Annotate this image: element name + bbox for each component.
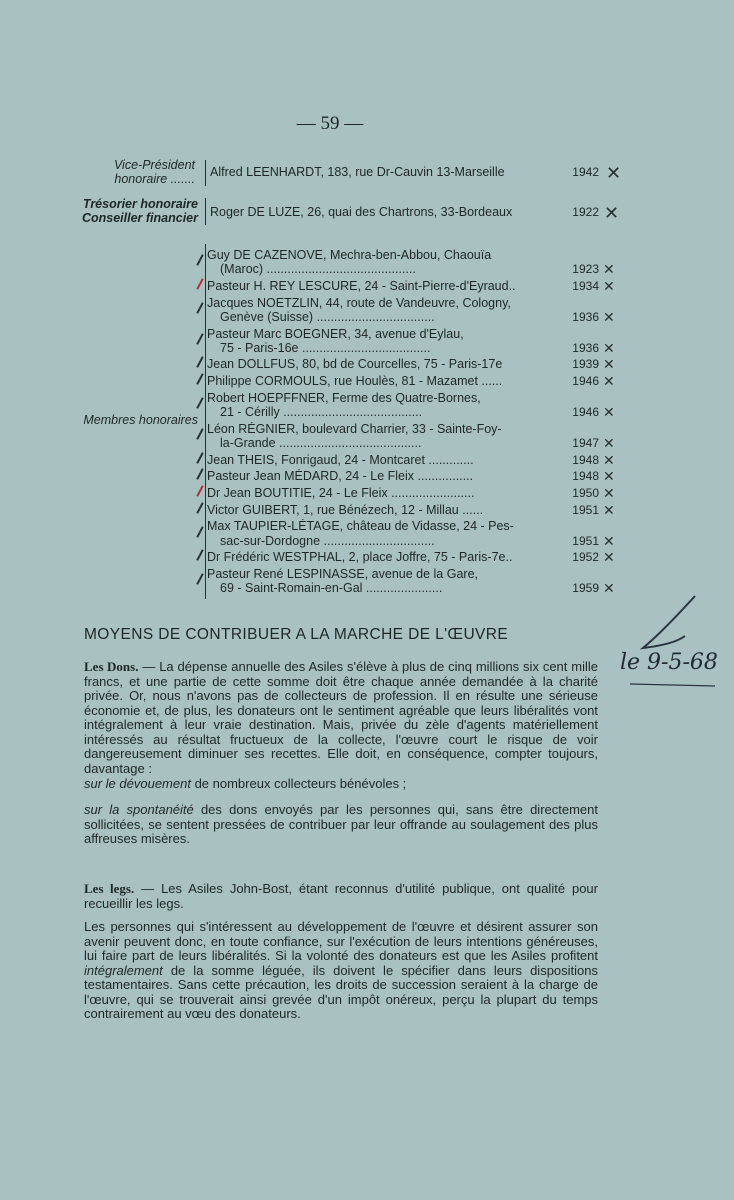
- handwritten-x-mark: ✕: [603, 374, 615, 391]
- handwritten-x-mark: ✕: [603, 452, 615, 469]
- member-entry-line: 69 - Saint-Romain-en-Gal ......................: [220, 581, 443, 596]
- handwritten-x-mark: ✕: [603, 357, 615, 374]
- check-tick-mark: [196, 357, 203, 369]
- member-entry-line: (Maroc) ...........................................: [220, 262, 416, 277]
- member-entry-line: Philippe CORMOULS, rue Houlès, 81 - Mazamet ......: [207, 374, 503, 389]
- check-tick-mark: [196, 526, 203, 538]
- member-entry-line: Pasteur Jean MÉDARD, 24 - Le Fleix ................: [207, 469, 474, 484]
- member-year: 1936: [572, 309, 599, 324]
- legs-lead: Les legs.: [84, 881, 135, 896]
- bracket-line: [205, 198, 206, 225]
- dons-paragraph: Les Dons. — La dépense annuelle des Asiles s'élève à plus de cinq millions six cent mille francs, et une partie de cette somme doit être chaque année demandée à la charité privée. Or, nous n'avons pas de collecteurs de profession. Il en résulte une sérieuse économie et, de plus, les donateurs ont le sentiment agréable que leurs libéralités vont intégralement à leur vraie destination. Mais, privée du zèle d'agents matériellement intéressés au résultat fructueux de la collecte, l'œuvre court le risque de voir dangereusement diminuer ses recettes. Elle doit, en conséquence, compter toujours, davantage :: [84, 659, 598, 776]
- member-entry-line: Jean DOLLFUS, 80, bd de Courcelles, 75 - Paris-17e: [207, 357, 503, 372]
- handwritten-x-mark: ✕: [603, 469, 615, 486]
- check-tick-mark: [196, 573, 203, 585]
- member-year: 1923: [572, 262, 599, 277]
- check-tick-mark: [196, 333, 203, 345]
- member-year: 1947: [572, 435, 599, 450]
- members-bracket: [205, 244, 206, 599]
- member-entry-line: Max TAUPIER-LÉTAGE, château de Vidasse, 24 - Pes-: [207, 519, 514, 534]
- check-tick-mark: [196, 302, 203, 314]
- member-year: 1934: [572, 278, 599, 293]
- member-entry-line: Dr Frédéric WESTPHAL, 2, place Joffre, 75 - Paris-7e..: [207, 550, 513, 565]
- member-entry-line: 75 - Paris-16e .....................................: [220, 340, 431, 355]
- member-year: 1952: [572, 550, 599, 565]
- check-tick-mark: [196, 469, 203, 481]
- handwritten-x-mark: ✕: [604, 203, 620, 224]
- member-entry-line: 21 - Cérilly ........................................: [220, 405, 423, 419]
- member-entry-line: sac-sur-Dordogne ................................: [220, 533, 435, 548]
- members-label: Membres honoraires: [83, 413, 198, 427]
- check-tick-mark: [196, 278, 203, 290]
- member-entry-line: la-Grande .........................................: [220, 435, 422, 450]
- treasurer-entry: Roger DE LUZE, 26, quai des Chartrons, 33-Bordeaux: [210, 205, 513, 219]
- handwritten-x-mark: ✕: [603, 405, 615, 421]
- check-tick-mark: [196, 550, 203, 562]
- member-year: 1948: [572, 469, 599, 484]
- member-entry-line: Pasteur Marc BOEGNER, 34, avenue d'Eylau,: [207, 326, 464, 341]
- handwritten-x-mark: ✕: [603, 533, 615, 550]
- member-entry-line: Genève (Suisse) ..................................: [220, 309, 435, 324]
- member-year: 1948: [572, 452, 599, 467]
- member-year: 1946: [572, 374, 599, 389]
- year: 1942: [572, 165, 599, 179]
- member-year: 1939: [572, 357, 599, 372]
- handwritten-date: le 9-5-68: [620, 650, 718, 675]
- handwritten-x-mark: ✕: [603, 278, 615, 295]
- year: 1922: [572, 205, 599, 219]
- check-tick-mark: [196, 428, 203, 440]
- member-entry-line: Jacques NOETZLIN, 44, route de Vandeuvre, Cologny,: [207, 295, 511, 310]
- handwritten-x-mark: ✕: [603, 502, 615, 519]
- vice-president-label: Vice-Président honoraire .......: [113, 158, 195, 186]
- member-year: 1936: [572, 340, 599, 355]
- check-tick-mark: [196, 254, 203, 266]
- handwritten-x-mark: ✕: [603, 262, 615, 279]
- section-title: MOYENS DE CONTRIBUER A LA MARCHE DE L'ŒUVRE: [84, 626, 509, 643]
- check-tick-mark: [196, 485, 203, 497]
- member-year: 1951: [572, 502, 599, 517]
- member-year: 1951: [572, 533, 599, 548]
- page-number: — 59 —: [296, 113, 364, 134]
- handwritten-x-mark: ✕: [603, 309, 615, 326]
- member-entry-line: Victor GUIBERT, 1, rue Bénézech, 12 - Millau ......: [207, 502, 484, 517]
- member-entry-line: Guy DE CAZENOVE, Mechra-ben-Abbou, Chaouïa: [207, 248, 492, 262]
- handwritten-x-mark: ✕: [603, 550, 615, 567]
- check-tick-mark: [196, 502, 203, 514]
- handwritten-x-mark: ✕: [603, 340, 615, 357]
- member-entry-line: Pasteur H. REY LESCURE, 24 - Saint-Pierre-d'Eyraud..: [207, 278, 516, 293]
- member-entry-line: Léon RÉGNIER, boulevard Charrier, 33 - Sainte-Foy-: [207, 421, 502, 436]
- handwritten-x-mark: ✕: [603, 435, 615, 452]
- member-entry-line: Pasteur René LESPINASSE, avenue de la Gare,: [207, 567, 478, 581]
- member-entry-line: Dr Jean BOUTITIE, 24 - Le Fleix ........................: [207, 486, 475, 500]
- member-entry-line: Robert HOEPFFNER, Ferme des Quatre-Bornes,: [207, 390, 481, 405]
- legs-paragraph-2: Les personnes qui s'intéressent au développement de l'œuvre et désirent assurer son avenir peuvent donc, en toute confiance, sur l'exécution de leurs intentions généreuses, lui faire part de leurs libéralités. Si la volonté des donateurs est que les Asiles profitent intégralement de la somme léguée, ils doivent le spécifier dans leurs dispositions testamentaires. Sans cette précaution, les droits de succession seraient à la charge de l'œuvre, qui se trouverait ainsi grevée d'un impôt onéreux, perçu la plupart du temps contrairement au vœu des donateurs.: [84, 919, 598, 1021]
- treasurer-label: Trésorier honoraire Conseiller financier: [81, 197, 198, 225]
- handwritten-x-mark: ✕: [606, 163, 622, 184]
- legs-paragraph: Les legs. — Les Asiles John-Bost, étant reconnus d'utilité publique, ont qualité pour recueillir les legs.: [84, 881, 598, 911]
- check-tick-mark: [196, 373, 203, 385]
- dons-item-2: sur la spontanéité des dons envoyés par les personnes qui, sans être directement sollicitées, se sentent pressées de contribuer par leur offrande au soulagement des plus affreuses misères.: [84, 802, 599, 846]
- member-year: 1959: [572, 581, 599, 596]
- member-year: 1950: [572, 486, 599, 500]
- bracket-line: [205, 160, 206, 186]
- vice-president-entry: Alfred LEENHARDT, 183, rue Dr-Cauvin 13-Marseille: [210, 165, 505, 179]
- dons-lead: Les Dons.: [84, 659, 139, 674]
- handwritten-signature: [615, 588, 725, 698]
- dons-item-1: sur le dévouement de nombreux collecteurs bénévoles ;: [84, 776, 407, 791]
- check-tick-mark: [196, 452, 203, 464]
- member-entry-line: Jean THEIS, Fonrigaud, 24 - Montcaret .............: [207, 452, 474, 467]
- handwritten-x-mark: ✕: [603, 486, 615, 502]
- handwritten-x-mark: ✕: [603, 581, 615, 598]
- check-tick-mark: [196, 397, 203, 409]
- member-year: 1946: [572, 405, 599, 419]
